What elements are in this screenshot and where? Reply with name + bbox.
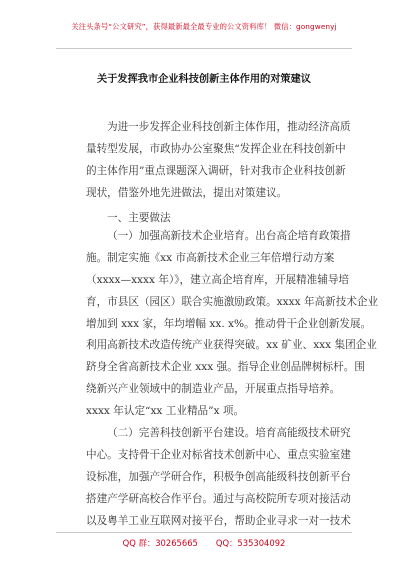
paragraph-line: 跻身全省高新技术企业 xxx 强。指导企业创品牌树标杆。围: [86, 361, 365, 374]
qq-group-number: QQ 群：30265665: [122, 538, 198, 548]
paragraph-line: 为进一步发挥企业科技创新主体作用，推动经济高质: [107, 121, 351, 133]
promo-banner: 关注头条号“公文研究”，获得最新最全最专业的公文资料库！ 微信：gongwenyj: [71, 22, 337, 31]
document-title: 关于发挥我市企业科技创新主体作用的对策建议: [97, 73, 311, 85]
contact-footer: [0, 537, 408, 549]
intro-paragraph: [86, 117, 351, 205]
paragraph-line: 施。制定实施《xx 市高新技术企业三年倍增行动方案: [86, 251, 335, 264]
paragraph-line: 利用高新技术改造传统产业获得突破。xx 矿业、xxx 集团企业: [86, 339, 377, 352]
paragraph-line: 的主体作用”重点课题深入调研，针对我市企业科技创新: [86, 164, 346, 177]
paragraph-line: xxxx 年认定“xx 工业精品”x 项。: [86, 405, 245, 418]
footer-divider: [56, 532, 352, 533]
header-divider: [56, 48, 352, 49]
paragraph-line: 搭建产学研高校合作平台。通过与高校院所专项对接活动: [86, 492, 351, 505]
paragraph-line: 现状，借鉴外地先进做法，提出对策建议。: [86, 186, 288, 199]
paragraph-line: 绕新兴产业领域中的制造业产品，开展重点指导培养。: [86, 383, 341, 396]
qq-number: QQ：535304092: [215, 538, 286, 548]
paragraph-line: 量转型发展，市政协办公室聚焦“发挥企业在科技创新中: [86, 142, 346, 155]
paragraph-line: 以及粤羊工业互联网对接平台，帮助企业寻求一对一技术: [86, 514, 351, 527]
paragraph-line: 中心。支持骨干企业对标省技术创新中心、重点实验室建: [86, 448, 351, 461]
paragraph-line: （xxxx—xxxx 年）》，建立高企培育库，开展精准辅导培: [86, 273, 350, 286]
section-heading: 一、主要做法: [107, 212, 171, 224]
item-two-paragraph: [86, 423, 351, 532]
paragraph-line: （二）完善科技创新平台建设。培育高能级技术研究: [107, 427, 351, 439]
paragraph-line: （一）加强高新技术企业培育。出台高企培育政策措: [107, 230, 351, 242]
paragraph-line: 增加到 xxx 家，年均增幅 xx. x%。推动骨干企业创新发展。: [86, 317, 372, 330]
paragraph-line: 育，市县区（园区）联合实施激励政策。xxxx 年高新技术企业: [86, 295, 379, 308]
item-one-paragraph: [86, 226, 379, 423]
paragraph-line: 设标准，加强产学研合作，积极争创高能级科技创新平台: [86, 470, 351, 483]
